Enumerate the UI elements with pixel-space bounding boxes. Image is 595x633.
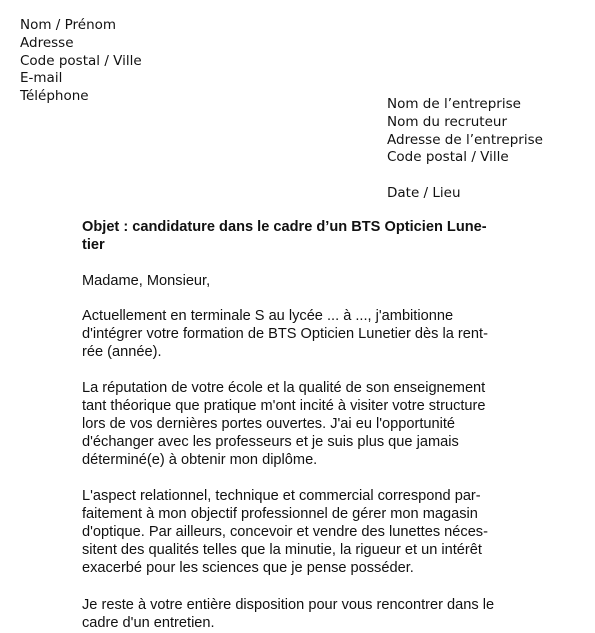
letter-subject — [82, 219, 512, 255]
subject-line: tier — [82, 236, 105, 253]
paragraph-school-reputation — [82, 380, 512, 470]
paragraph-closing — [82, 597, 512, 633]
paragraph-line: exacerbé pour les sciences que je pense posséder. — [82, 559, 414, 576]
sender-name: Nom / Prénom — [20, 17, 117, 33]
paragraph-line: d'optique. Par ailleurs, concevoir et vendre des lunettes néces- — [82, 523, 488, 540]
paragraph-line: déterminé(e) à obtenir mon diplôme. — [82, 451, 318, 468]
recipient-address-block — [387, 96, 543, 167]
salutation-text: Madame, Monsieur, — [82, 273, 211, 289]
recipient-recruiter: Nom du recruteur — [387, 113, 508, 130]
sender-postal-city: Code postal / Ville — [20, 52, 142, 69]
salutation — [82, 273, 512, 291]
recipient-postal-city: Code postal / Ville — [387, 149, 509, 166]
paragraph-introduction — [82, 308, 512, 362]
paragraph-motivation — [82, 488, 512, 578]
recipient-address: Adresse de l’entreprise — [387, 131, 543, 148]
paragraph-line: tant théorique que pratique m'ont incité à visiter votre structure — [82, 397, 486, 414]
paragraph-line: Actuellement en terminale S au lycée ... à ..., j'ambitionne — [82, 308, 454, 324]
paragraph-line: La réputation de votre école et la qualité de son enseignement — [82, 380, 486, 396]
paragraph-line: L'aspect relationnel, technique et commercial correspond par- — [82, 488, 481, 504]
sender-phone: Téléphone — [20, 88, 89, 105]
paragraph-line: d'intégrer votre formation de BTS Opticien Lunetier dès la rent- — [82, 325, 488, 342]
paragraph-line: Je reste à votre entière disposition pour vous rencontrer dans le — [82, 597, 495, 613]
paragraph-line: cadre d'un entretien. — [82, 614, 215, 631]
date-place: Date / Lieu — [387, 185, 461, 201]
paragraph-line: rée (année). — [82, 343, 162, 360]
paragraph-line: d'échanger avec les professeurs et je suis plus que jamais — [82, 433, 459, 450]
sender-address: Adresse — [20, 34, 74, 51]
sender-address-block — [20, 17, 142, 106]
recipient-company: Nom de l’entreprise — [387, 96, 521, 112]
paragraph-line: faitement à mon objectif professionnel de gérer mon magasin — [82, 505, 478, 522]
sender-email: E-mail — [20, 70, 63, 87]
subject-line: Objet : candidature dans le cadre d’un BTS Opticien Lune- — [82, 219, 487, 235]
paragraph-line: sitent des qualités telles que la minutie, la rigueur et un intérêt — [82, 541, 482, 558]
paragraph-line: lors de vos dernières portes ouvertes. J'ai eu l'opportunité — [82, 415, 456, 432]
